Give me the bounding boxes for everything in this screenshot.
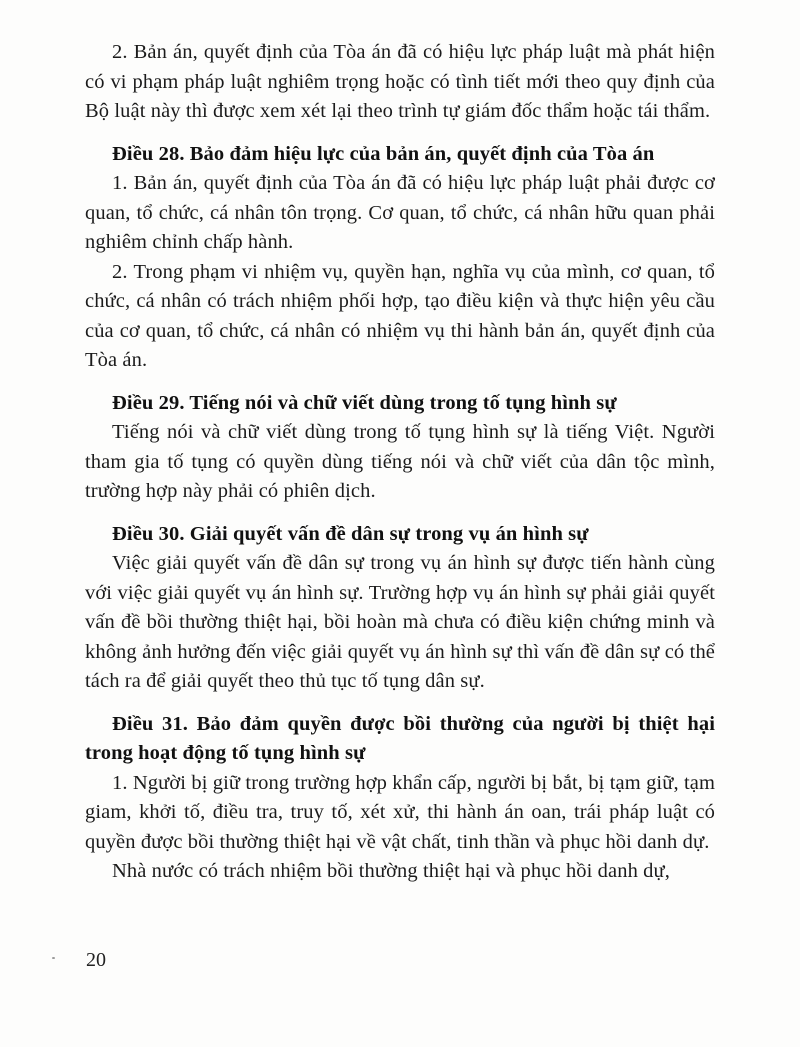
paragraph-article-28-clause-2: 2. Trong phạm vi nhiệm vụ, quyền hạn, nghĩa vụ của mình, cơ quan, tổ chức, cá nhân có trách nhiệm phối hợp, tạo điều kiện và thực hiện yêu cầu của cơ quan, tổ chức, cá nhân có nhiệm vụ thi hành bản án, quyết định của Tòa án.	[85, 260, 715, 371]
article-heading-dieu-29: Điều 29. Tiếng nói và chữ viết dùng trong tố tụng hình sự	[112, 391, 617, 414]
paragraph-article-27-clause-2: 2. Bản án, quyết định của Tòa án đã có hiệu lực pháp luật mà phát hiện có vi phạm pháp luật nghiêm trọng hoặc có tình tiết mới theo quy định của Bộ luật này thì được xem xét lại theo trình tự giám đốc thẩm hoặc tái thẩm.	[85, 41, 715, 122]
paragraph-article-31-continuation: Nhà nước có trách nhiệm bồi thường thiệt hại và phục hồi danh dự,	[112, 860, 670, 882]
paragraph-article-28-clause-1: 1. Bản án, quyết định của Tòa án đã có hiệu lực pháp luật phải được cơ quan, tổ chức, cá nhân tôn trọng. Cơ quan, tổ chức, cá nhân hữu quan phải nghiêm chỉnh chấp hành.	[85, 172, 715, 253]
article-heading-dieu-28: Điều 28. Bảo đảm hiệu lực của bản án, quyết định của Tòa án	[112, 142, 655, 165]
page-body	[85, 38, 715, 887]
paragraph-article-31-clause-1: 1. Người bị giữ trong trường hợp khẩn cấp, người bị bắt, bị tạm giữ, tạm giam, khởi tố, điều tra, truy tố, xét xử, thi hành án oan, trái pháp luật có quyền được bồi thường thiệt hại về vật chất, tinh thần và phục hồi danh dự.	[85, 771, 715, 853]
paragraph-article-30-body: Việc giải quyết vấn đề dân sự trong vụ án hình sự được tiến hành cùng với việc giải quyết vụ án hình sự. Trường hợp vụ án hình sự phải giải quyết vấn đề bồi thường thiệt hại, bồi hoàn mà chưa có điều kiện chứng minh và không ảnh hưởng đến việc giải quyết vụ án hình sự thì vấn đề dân sự có thể tách ra để giải quyết theo thủ tục tố tụng dân sự.	[85, 552, 715, 692]
scan-speck	[52, 957, 55, 959]
article-heading-dieu-30: Điều 30. Giải quyết vấn đề dân sự trong vụ án hình sự	[112, 522, 589, 545]
page-number: 20	[86, 949, 106, 971]
article-heading-dieu-31: Điều 31. Bảo đảm quyền được bồi thường của người bị thiệt hại trong hoạt động tố tụng hình sự	[85, 712, 715, 764]
paragraph-article-29-body: Tiếng nói và chữ viết dùng trong tố tụng hình sự là tiếng Việt. Người tham gia tố tụng có quyền dùng tiếng nói và chữ viết của dân tộc mình, trường hợp này phải có phiên dịch.	[85, 421, 715, 502]
